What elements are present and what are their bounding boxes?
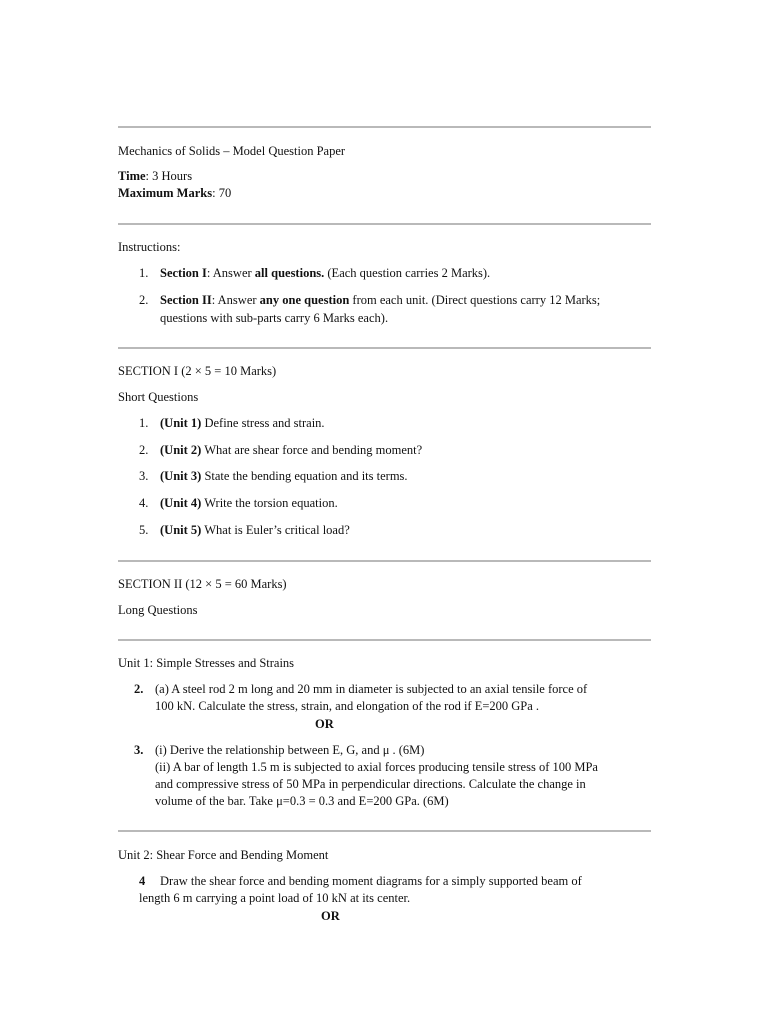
short-question: (Unit 2) What are shear force and bending moment? bbox=[160, 443, 423, 457]
long-question-line: (ii) A bar of length 1.5 m is subjected to axial forces producing tensile stress of 100 MPa bbox=[155, 760, 598, 774]
time-line bbox=[118, 168, 192, 185]
unit-tag: (Unit 3) bbox=[160, 469, 202, 483]
short-question: (Unit 3) State the bending equation and its terms. bbox=[160, 469, 408, 483]
instruction-item: Section II: Answer any one question from each unit. (Direct questions carry 12 Marks; bbox=[160, 293, 601, 307]
section2-subheading: Long Questions bbox=[118, 603, 198, 617]
divider bbox=[118, 560, 651, 562]
instruction-item-continued: questions with sub-parts carry 6 Marks each). bbox=[160, 311, 389, 325]
instruction-section: Section I bbox=[160, 266, 207, 280]
divider bbox=[118, 639, 651, 641]
unit-tag: (Unit 5) bbox=[160, 523, 202, 537]
long-question-line: and compressive stress of 50 MPa in perpendicular directions. Calculate the change in bbox=[155, 777, 586, 791]
question-number: 3. bbox=[139, 469, 149, 483]
max-marks-value: : 70 bbox=[212, 186, 232, 200]
or-separator: OR bbox=[321, 909, 340, 923]
long-question-line: 100 kN. Calculate the stress, strain, and elongation of the rod if E=200 GPa . bbox=[155, 699, 540, 713]
divider bbox=[118, 126, 651, 128]
long-question-line: length 6 m carrying a point load of 10 kN at its center. bbox=[139, 891, 411, 905]
long-question-line: (a) A steel rod 2 m long and 20 mm in diameter is subjected to an axial tensile force of bbox=[155, 682, 588, 696]
paper-title: Mechanics of Solids – Model Question Paper bbox=[118, 144, 346, 158]
question-number: 1. bbox=[139, 416, 149, 430]
section2-heading: SECTION II (12 × 5 = 60 Marks) bbox=[118, 577, 287, 591]
question-number: 3. bbox=[134, 743, 144, 757]
long-question-line: Draw the shear force and bending moment diagrams for a simply supported beam of bbox=[160, 874, 582, 888]
long-question-line: volume of the bar. Take μ=0.3 = 0.3 and E=200 GPa. (6M) bbox=[155, 794, 449, 808]
unit-tag: (Unit 4) bbox=[160, 496, 202, 510]
unit1-heading: Unit 1: Simple Stresses and Strains bbox=[118, 656, 295, 670]
unit-tag: (Unit 1) bbox=[160, 416, 202, 430]
divider bbox=[118, 223, 651, 225]
short-question: (Unit 1) Define stress and strain. bbox=[160, 416, 325, 430]
unit-tag: (Unit 2) bbox=[160, 443, 202, 457]
question-number: 2. bbox=[139, 443, 149, 457]
instruction-number: 2. bbox=[139, 293, 149, 307]
unit2-heading: Unit 2: Shear Force and Bending Moment bbox=[118, 848, 329, 862]
question-number: 2. bbox=[134, 682, 144, 696]
max-marks-line bbox=[118, 185, 231, 202]
question-number: 5. bbox=[139, 523, 149, 537]
section1-subheading: Short Questions bbox=[118, 390, 199, 404]
long-question-line: (i) Derive the relationship between E, G, and μ . (6M) bbox=[155, 743, 425, 757]
instruction-number: 1. bbox=[139, 266, 149, 280]
question-number: 4 bbox=[139, 874, 146, 888]
short-question: (Unit 5) What is Euler’s critical load? bbox=[160, 523, 350, 537]
divider bbox=[118, 347, 651, 349]
question-number: 4. bbox=[139, 496, 149, 510]
max-marks-label: Maximum Marks bbox=[118, 186, 213, 200]
or-separator: OR bbox=[315, 717, 334, 731]
instruction-item: Section I: Answer all questions. (Each question carries 2 Marks). bbox=[160, 266, 491, 280]
time-label: Time bbox=[118, 169, 146, 183]
divider bbox=[118, 830, 651, 832]
instructions-heading: Instructions: bbox=[118, 240, 181, 254]
time-value: : 3 Hours bbox=[145, 169, 193, 183]
section1-heading: SECTION I (2 × 5 = 10 Marks) bbox=[118, 364, 277, 378]
instruction-section: Section II bbox=[160, 293, 212, 307]
short-question: (Unit 4) Write the torsion equation. bbox=[160, 496, 338, 510]
